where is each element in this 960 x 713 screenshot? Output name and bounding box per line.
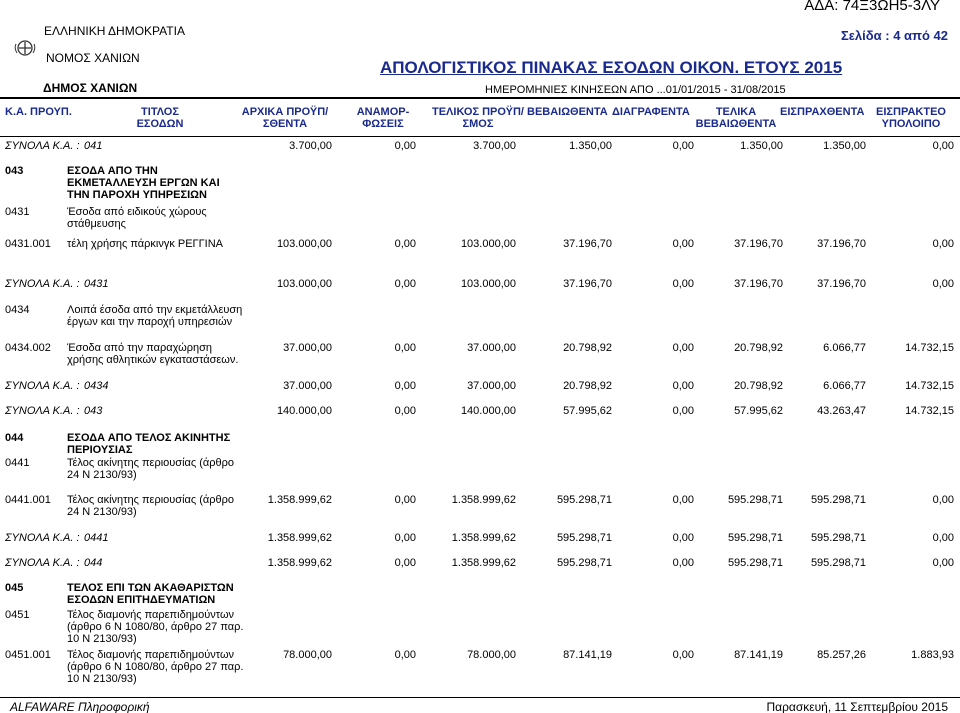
amount-cell: 140.000,00 <box>460 405 516 417</box>
header-rule-bottom <box>0 136 960 137</box>
total-ka: 043 <box>84 405 103 417</box>
subgroup-code: 0431 <box>5 206 30 218</box>
amount-cell: 1.350,00 <box>740 140 783 152</box>
amount-cell: 87.141,19 <box>734 649 783 661</box>
amount-cell: 0,00 <box>672 405 694 417</box>
total-label: ΣΥΝΟΛΑ Κ.Α. : <box>5 532 80 544</box>
amount-cell: 0,00 <box>394 380 416 392</box>
amount-cell: 1.358.999,62 <box>267 557 332 569</box>
total-label: ΣΥΝΟΛΑ Κ.Α. : <box>5 278 80 290</box>
total-ka: 0434 <box>84 380 109 392</box>
amount-cell: 0,00 <box>394 532 416 544</box>
total-label: ΣΥΝΟΛΑ Κ.Α. : <box>5 140 80 152</box>
amount-cell: 78.000,00 <box>283 649 332 661</box>
amount-cell: 14.732,15 <box>905 405 954 417</box>
col-final-budget: ΤΕΛΙΚΟΣ ΠΡΟΫΠ/ΣΜΟΣ <box>432 106 524 130</box>
amount-cell: 6.066,77 <box>823 380 866 392</box>
subgroup-code: 0451 <box>5 609 30 621</box>
amount-cell: 0,00 <box>932 278 954 290</box>
amount-cell: 78.000,00 <box>467 649 516 661</box>
amount-cell: 1.358.999,62 <box>267 494 332 506</box>
amount-cell: 1.358.999,62 <box>451 532 516 544</box>
amount-cell: 595.298,71 <box>727 494 783 506</box>
amount-cell: 0,00 <box>394 405 416 417</box>
header-prefecture: ΝΟΜΟΣ ΧΑΝΙΩΝ <box>46 51 140 65</box>
item-code: 0434.002 <box>5 342 51 354</box>
amount-cell: 1.350,00 <box>569 140 612 152</box>
amount-cell: 14.732,15 <box>905 342 954 354</box>
amount-cell: 103.000,00 <box>460 238 516 250</box>
amount-cell: 37.196,70 <box>734 238 783 250</box>
item-code: 0451.001 <box>5 649 51 661</box>
total-label: ΣΥΝΟΛΑ Κ.Α. : <box>5 405 80 417</box>
amount-cell: 0,00 <box>394 342 416 354</box>
col-initial: ΑΡΧΙΚΑ ΠΡΟΫΠ/ΣΘΕΝΤΑ <box>241 106 329 130</box>
amount-cell: 20.798,92 <box>734 380 783 392</box>
col-collected: ΕΙΣΠΡΑΧΘΕΝΤΑ <box>780 106 865 118</box>
col-receivable: ΕΙΣΠΡΑΚΤΕΟ ΥΠΟΛΟΙΠΟ <box>876 106 946 130</box>
amount-cell: 595.298,71 <box>810 532 866 544</box>
amount-cell: 595.298,71 <box>556 532 612 544</box>
amount-cell: 0,00 <box>672 532 694 544</box>
amount-cell: 0,00 <box>394 278 416 290</box>
subgroup-title: Τέλος διαμονής παρεπιδημούντων (άρθρο 6 Ν 1080/80, άρθρο 27 παρ. 10 Ν 2130/93) <box>67 609 244 645</box>
amount-cell: 57.995,62 <box>563 405 612 417</box>
amount-cell: 20.798,92 <box>563 380 612 392</box>
item-title: Έσοδα από την παραχώρηση χρήσης αθλητικών εγκαταστάσεων. <box>67 342 239 366</box>
amount-cell: 1.358.999,62 <box>451 494 516 506</box>
footer-date: Παρασκευή, 11 Σεπτεμβρίου 2015 <box>766 700 948 713</box>
amount-cell: 103.000,00 <box>276 238 332 250</box>
subgroup-title: Έσοδα από ειδικούς χώρους στάθμευσης <box>67 206 207 230</box>
header-republic: ΕΛΛΗΝΙΚΗ ΔΗΜΟΚΡΑΤΙΑ <box>44 24 185 38</box>
total-ka: 044 <box>84 557 103 569</box>
page-number: Σελίδα : 4 από 42 <box>840 28 948 43</box>
amount-cell: 20.798,92 <box>563 342 612 354</box>
amount-cell: 0,00 <box>932 532 954 544</box>
amount-cell: 20.798,92 <box>734 342 783 354</box>
amount-cell: 0,00 <box>672 380 694 392</box>
subgroup-title: Λοιπά έσοδα από την εκμετάλλευση έργων και την παροχή υπηρεσιών <box>67 304 243 328</box>
item-code: 0431.001 <box>5 238 51 250</box>
group-title: ΕΣΟΔΑ ΑΠΟ ΤΕΛΟΣ ΑΚΙΝΗΤΗΣ ΠΕΡΙΟΥΣΙΑΣ <box>67 432 231 456</box>
subgroup-code: 0434 <box>5 304 30 316</box>
amount-cell: 595.298,71 <box>810 557 866 569</box>
amount-cell: 87.141,19 <box>563 649 612 661</box>
amount-cell: 37.196,70 <box>817 278 866 290</box>
col-amendments: ΑΝΑΜΟΡ-ΦΩΣΕΙΣ <box>356 106 410 130</box>
col-ka: Κ.Α. ΠΡΟΥΠ. <box>5 106 72 118</box>
col-title: ΤΙΤΛΟΣ ΕΣΟΔΩΝ <box>136 106 184 130</box>
amount-cell: 0,00 <box>672 557 694 569</box>
greek-emblem-icon <box>14 38 36 58</box>
amount-cell: 1.358.999,62 <box>451 557 516 569</box>
item-title: τέλη χρήσης πάρκινγκ ΡΕΓΓΙΝΑ <box>67 238 224 250</box>
col-deleted: ΔΙΑΓΡΑΦΕΝΤΑ <box>612 106 690 118</box>
amount-cell: 0,00 <box>672 649 694 661</box>
amount-cell: 595.298,71 <box>727 557 783 569</box>
amount-cell: 140.000,00 <box>276 405 332 417</box>
total-ka: 041 <box>84 140 103 152</box>
amount-cell: 0,00 <box>394 494 416 506</box>
amount-cell: 0,00 <box>932 494 954 506</box>
amount-cell: 1.358.999,62 <box>267 532 332 544</box>
amount-cell: 0,00 <box>932 238 954 250</box>
amount-cell: 0,00 <box>672 278 694 290</box>
amount-cell: 37.000,00 <box>283 342 332 354</box>
amount-cell: 3.700,00 <box>289 140 332 152</box>
group-code: 045 <box>5 582 24 594</box>
amount-cell: 37.000,00 <box>467 380 516 392</box>
item-title: Τέλος ακίνητης περιουσίας (άρθρο 24 Ν 2130/93) <box>67 494 235 518</box>
amount-cell: 43.263,47 <box>817 405 866 417</box>
amount-cell: 103.000,00 <box>276 278 332 290</box>
footer-vendor: ALFAWARE Πληροφορική <box>10 700 150 713</box>
total-label: ΣΥΝΟΛΑ Κ.Α. : <box>5 557 80 569</box>
group-code: 044 <box>5 432 24 444</box>
total-label: ΣΥΝΟΛΑ Κ.Α. : <box>5 380 80 392</box>
footer-rule <box>0 697 960 698</box>
amount-cell: 1.883,93 <box>911 649 954 661</box>
header-rule-top <box>0 97 960 99</box>
amount-cell: 595.298,71 <box>810 494 866 506</box>
amount-cell: 0,00 <box>672 140 694 152</box>
amount-cell: 595.298,71 <box>556 557 612 569</box>
group-title: ΤΕΛΟΣ ΕΠΙ ΤΩΝ ΑΚΑΘΑΡΙΣΤΩΝ ΕΣΟΔΩΝ ΕΠΙΤΗΔΕΥΜΑΤΙΩΝ <box>67 582 234 606</box>
amount-cell: 37.196,70 <box>817 238 866 250</box>
amount-cell: 3.700,00 <box>473 140 516 152</box>
amount-cell: 103.000,00 <box>460 278 516 290</box>
col-certified: ΒΕΒΑΙΩΘΕΝΤΑ <box>527 106 608 118</box>
report-title: ΑΠΟΛΟΓΙΣΤΙΚΟΣ ΠΙΝΑΚΑΣ ΕΣΟΔΩΝ ΟΙΚΟΝ. ΕΤΟΥΣ 2015 <box>380 58 843 77</box>
total-ka: 0431 <box>84 278 109 290</box>
subgroup-code: 0441 <box>5 457 30 469</box>
group-title: ΕΣΟΔΑ ΑΠΟ ΤΗΝ ΕΚΜΕΤΑΛΛΕΥΣΗ ΕΡΓΩΝ ΚΑΙ ΤΗΝ ΠΑΡΟΧΗ ΥΠΗΡΕΣΙΩΝ <box>67 165 220 201</box>
amount-cell: 0,00 <box>672 342 694 354</box>
col-final-certified: ΤΕΛΙΚΑ ΒΕΒΑΙΩΘΕΝΤΑ <box>695 106 777 130</box>
amount-cell: 37.000,00 <box>283 380 332 392</box>
amount-cell: 0,00 <box>672 494 694 506</box>
total-ka: 0441 <box>84 532 109 544</box>
amount-cell: 85.257,26 <box>817 649 866 661</box>
amount-cell: 1.350,00 <box>823 140 866 152</box>
amount-cell: 37.000,00 <box>467 342 516 354</box>
amount-cell: 37.196,70 <box>563 278 612 290</box>
amount-cell: 0,00 <box>932 140 954 152</box>
amount-cell: 0,00 <box>394 649 416 661</box>
amount-cell: 0,00 <box>394 140 416 152</box>
ada-code: ΑΔΑ: 74Ξ3ΩΗ5-3ΛΥ <box>804 0 940 14</box>
amount-cell: 0,00 <box>672 238 694 250</box>
report-period: ΗΜΕΡΟΜΗΝΙΕΣ ΚΙΝΗΣΕΩΝ ΑΠΟ ...01/01/2015 - 31/08/2015 <box>485 84 786 96</box>
amount-cell: 595.298,71 <box>727 532 783 544</box>
amount-cell: 0,00 <box>932 557 954 569</box>
amount-cell: 0,00 <box>394 238 416 250</box>
item-title: Τέλος διαμονής παρεπιδημούντων (άρθρο 6 Ν 1080/80, άρθρο 27 παρ. 10 Ν 2130/93) <box>67 649 244 685</box>
amount-cell: 57.995,62 <box>734 405 783 417</box>
header-municipality: ΔΗΜΟΣ ΧΑΝΙΩΝ <box>43 81 138 95</box>
amount-cell: 14.732,15 <box>905 380 954 392</box>
item-code: 0441.001 <box>5 494 51 506</box>
amount-cell: 37.196,70 <box>734 278 783 290</box>
amount-cell: 0,00 <box>394 557 416 569</box>
group-code: 043 <box>5 165 24 177</box>
amount-cell: 595.298,71 <box>556 494 612 506</box>
amount-cell: 37.196,70 <box>563 238 612 250</box>
amount-cell: 6.066,77 <box>823 342 866 354</box>
subgroup-title: Τέλος ακίνητης περιουσίας (άρθρο 24 Ν 2130/93) <box>67 457 235 481</box>
